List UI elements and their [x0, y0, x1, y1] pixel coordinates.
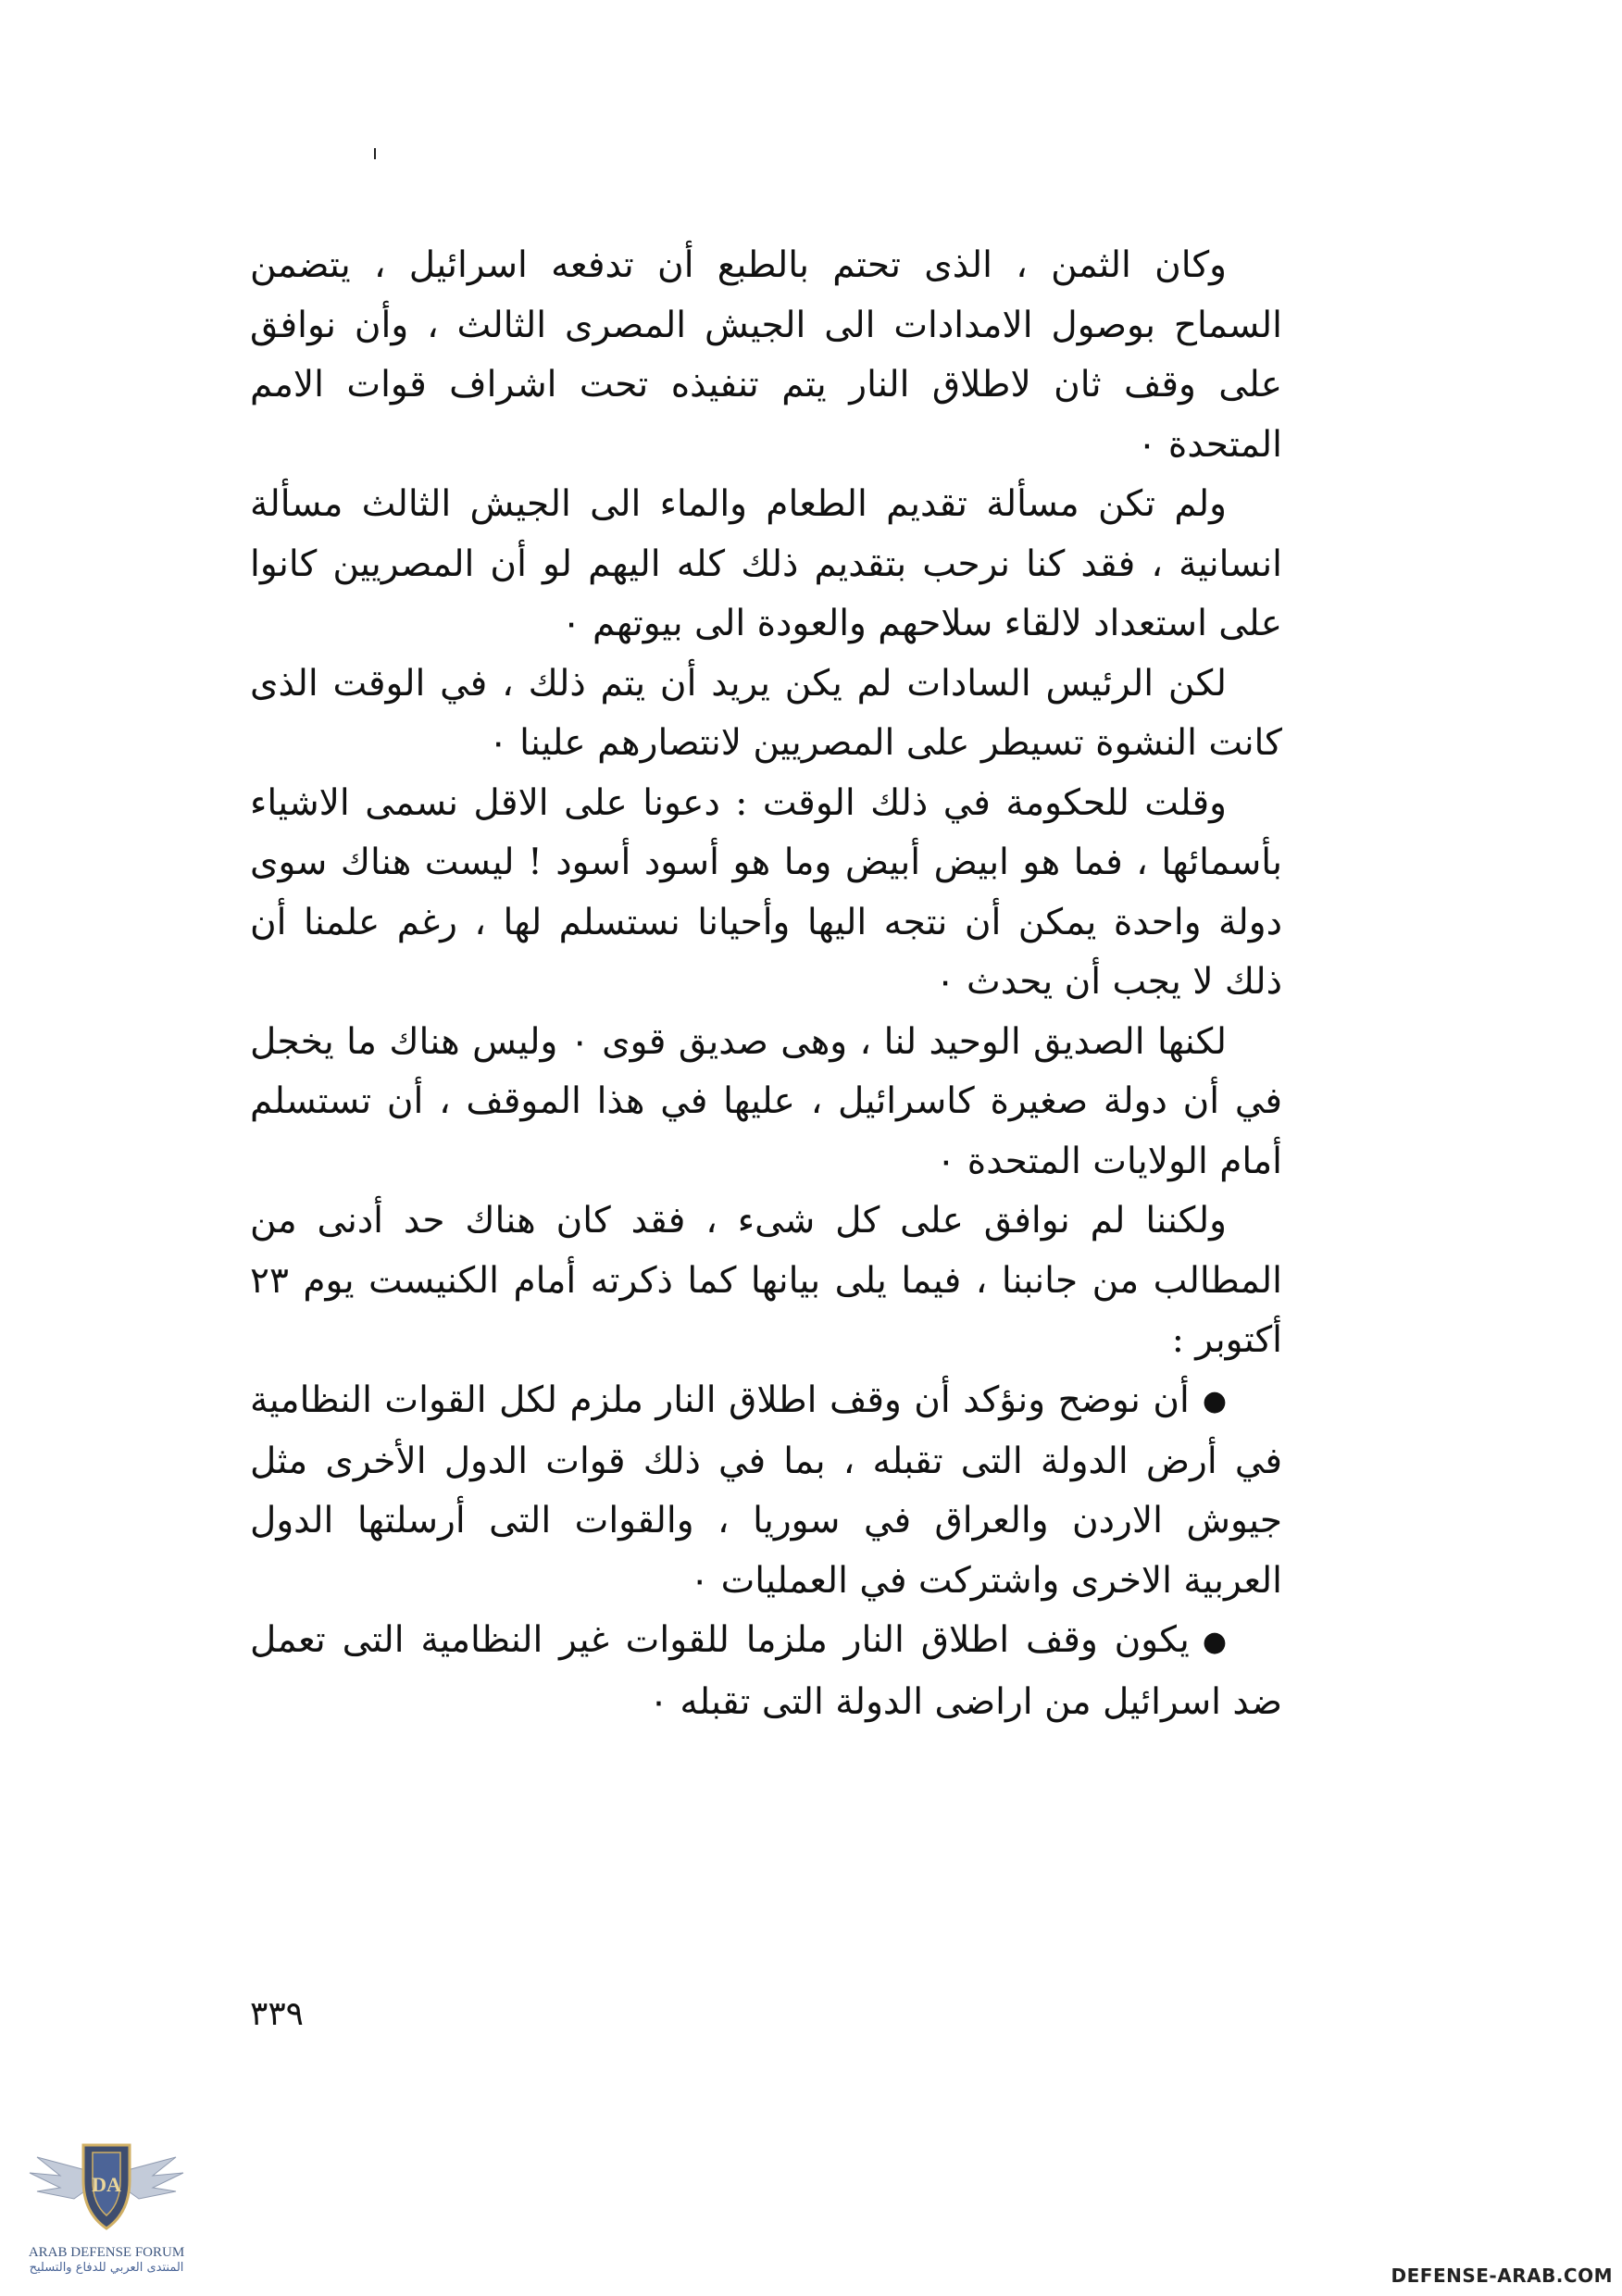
bullet-item-2: [250, 1611, 1282, 1732]
page-body: [250, 236, 1282, 1732]
paragraph-2: ولم تكن مسألة تقديم الطعام والماء الى الجيش الثالث مسألة انسانية ، فقد كنا نرحب بتقديم ذلك كله اليهم لو أن المصريين كانوا على استعداد لالقاء سلاحهم والعودة الى بيوتهم ٠: [250, 483, 1282, 644]
winged-shield-icon: [19, 2125, 194, 2245]
bullet-item-1-text: أن نوضح ونؤكد أن وقف اطلاق النار ملزم لكل القوات النظامية في أرض الدولة التى تقبله ، بما في ذلك قوات الدول الأخرى مثل جيوش الاردن والعراق في سوريا ، والقوات التى أرسلتها الدول العربية الاخرى واشتركت في العمليات ٠: [250, 1379, 1282, 1602]
scan-mark: [374, 148, 376, 159]
bullet-item-2-text: يكون وقف اطلاق النار ملزما للقوات غير النظامية التى تعمل ضد اسرائيل من اراضى الدولة التى تقبله ٠: [250, 1619, 1282, 1723]
paragraph-6: ولكننا لم نوافق على كل شىء ، فقد كان هناك حد أدنى من المطالب من جانبنا ، فيما يلى بيانها كما ذكرته أمام الكنيست يوم ٢٣ أكتوبر :: [250, 1200, 1282, 1361]
bullet-dot-icon: ●: [1202, 1385, 1227, 1418]
logo-name-en: ARAB DEFENSE FORUM: [28, 2245, 185, 2260]
paragraph-3: لكن الرئيس السادات لم يكن يريد أن يتم ذلك ، في الوقت الذى كانت النشوة تسيطر على المصريين لانتصارهم علينا ٠: [250, 662, 1282, 764]
bullet-item-1: [250, 1371, 1282, 1612]
logo-abbrev: DA: [92, 2173, 121, 2196]
paragraph-5: لكنها الصديق الوحيد لنا ، وهى صديق قوى ٠ وليس هناك ما يخجل في أن دولة صغيرة كاسرائيل ، عليها في هذا الموقف ، أن تستسلم أمام الولايات المتحدة ٠: [250, 1020, 1282, 1182]
bullet-dot-icon: ●: [1202, 1626, 1227, 1658]
logo-name-ar: المنتدى العربي للدفاع والتسليح: [29, 2261, 184, 2275]
page-number: ٣٣٩: [250, 1995, 305, 2033]
watermark-site: DEFENSE-ARAB.COM: [1391, 2265, 1613, 2287]
paragraph-4: وقلت للحكومة في ذلك الوقت : دعونا على الاقل نسمى الاشياء بأسمائها ، فما هو ابيض أبيض وما هو أسود أسود ! ليست هناك سوى دولة واحدة يمكن أن نتجه اليها وأحيانا نستسلم لها ، رغم علمنا أن ذلك لا يجب أن يحدث ٠: [250, 781, 1282, 1003]
forum-logo: [19, 2125, 194, 2282]
paragraph-1: وكان الثمن ، الذى تحتم بالطبع أن تدفعه اسرائيل ، يتضمن السماح بوصول الامدادات الى الجيش المصرى الثالث ، وأن نوافق على وقف ثان لاطلاق النار يتم تنفيذه تحت اشراف قوات الامم المتحدة ٠: [250, 244, 1282, 466]
